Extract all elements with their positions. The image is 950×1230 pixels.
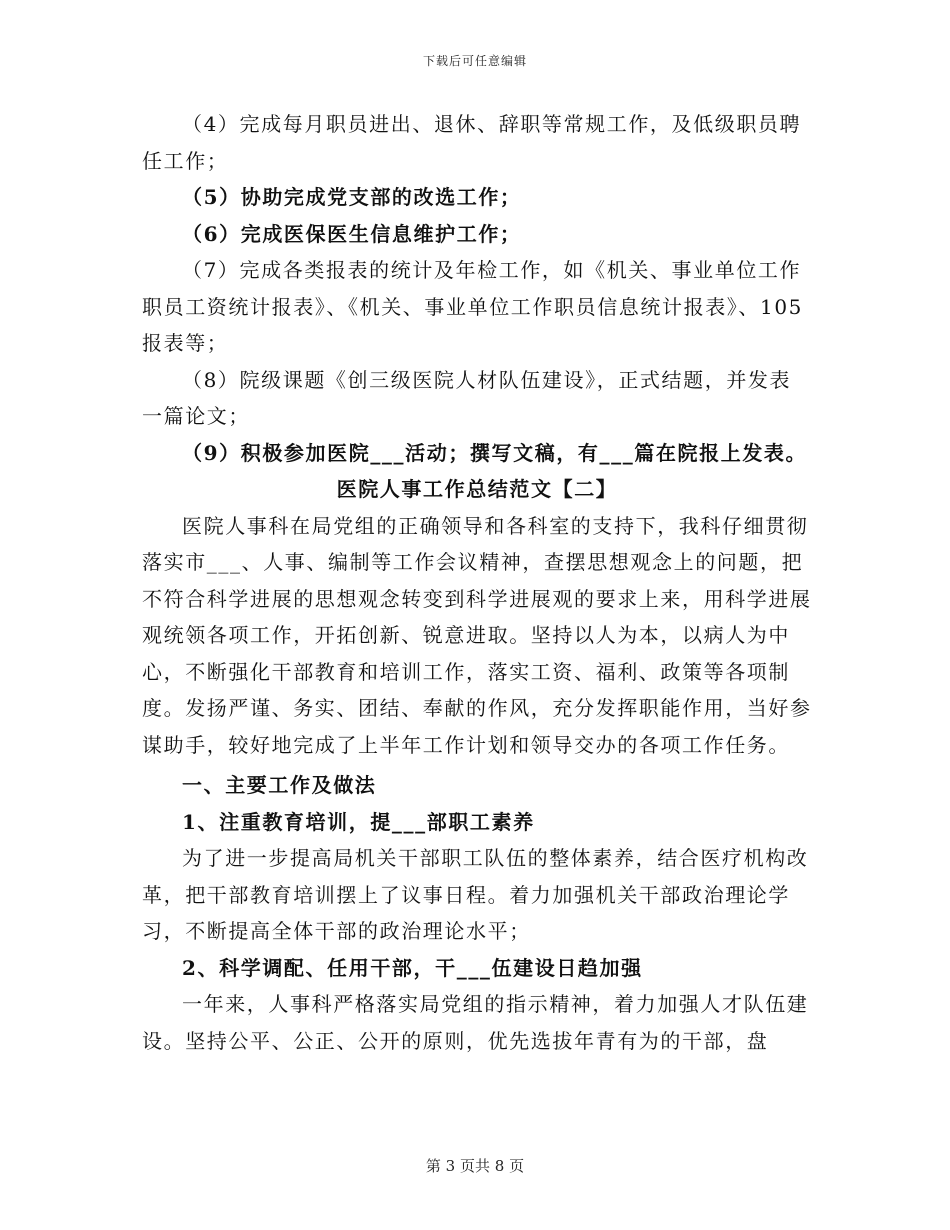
document-body <box>142 106 812 1059</box>
page-header: 下载后可任意编辑 <box>422 54 527 68</box>
heading-cadre-appointment: 2、科学调配、任用干部，干___伍建设日趋加强 <box>182 955 643 980</box>
section-title: 医院人事工作总结范文【二】 <box>336 477 618 501</box>
paragraph-cadre-appointment: 一年来，人事科严格落实局党组的指示精神，着力加强人才队伍建设。坚持公平、公正、公开的原则，优先选拔年青有为的干部，盘 <box>142 992 809 1053</box>
paragraph-item-8: （8）院级课题《创三级医院人材队伍建设》，正式结题，并发表一篇论文； <box>142 367 792 428</box>
paragraph-item-5: （5）协助完成党支部的改选工作； <box>182 185 522 209</box>
heading-main-work: 一、主要工作及做法 <box>182 773 377 797</box>
heading-education-training: 1、注重教育培训，提___部职工素养 <box>182 809 535 834</box>
page-number: 第 3 页共 8 页 <box>425 1157 525 1175</box>
paragraph-item-7: （7）完成各类报表的统计及年检工作，如《机关、事业单位工作职员工资统计报表》、《机关、事业单位工作职员信息统计报表》、105 报表等； <box>142 258 803 355</box>
paragraph-item-9: （9）积极参加医院___活动；撰写文稿，有___篇在院报上发表。 <box>182 440 808 465</box>
intro-paragraph: 医院人事科在局党组的正确领导和各科室的支持下，我科仔细贯彻落实市___、人事、编制等工作会议精神，查摆思想观念上的问题，把不符合科学进展的思想观念转变到科学进展观的要求上来，用科学进展观统领各项工作，开拓创新、锐意进取。坚持以人为本，以病人为中心，不断强化干部教育和培训工作，落实工资、福利、政策等各项制度。发扬严谨、务实、团结、奉献的作风，充分发挥职能作用，当好参谋助手，较好地完成了上半年工作计划和领导交办的各项工作任务。 <box>142 513 812 757</box>
paragraph-item-4: （4）完成每月职员进出、退休、辞职等常规工作，及低级职员聘任工作； <box>142 112 802 173</box>
paragraph-item-6: （6）完成医保医生信息维护工作； <box>182 221 522 246</box>
paragraph-education-training: 为了进一步提高局机关干部职工队伍的整体素养，结合医疗机构改革，把干部教育培训摆上了议事日程。着力加强机关干部政治理论学习，不断提高全体干部的政治理论水平； <box>142 846 809 943</box>
